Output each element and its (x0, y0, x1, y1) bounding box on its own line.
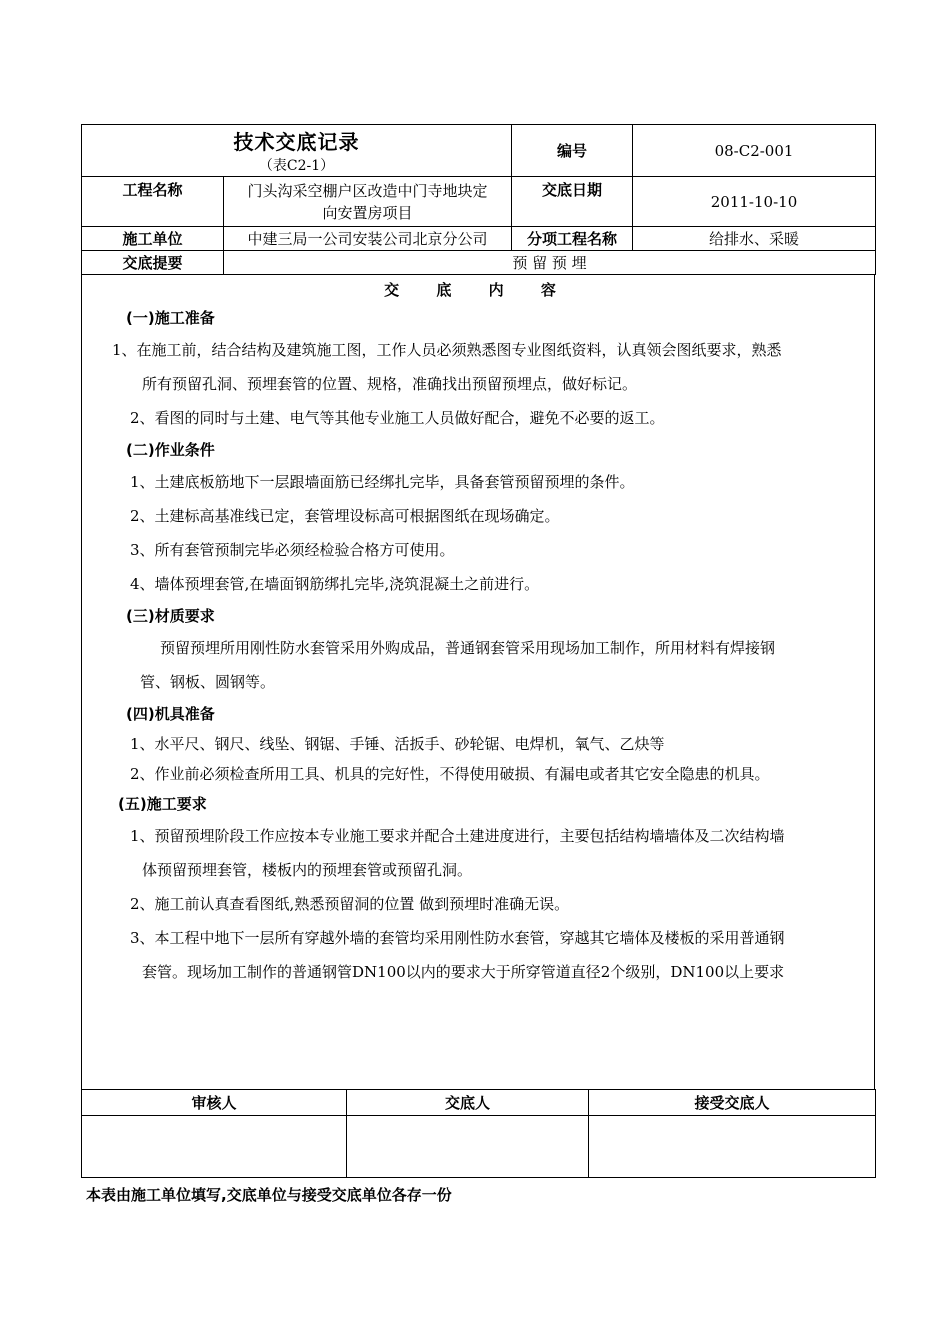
project-value-line1: 门头沟采空棚户区改造中门寺地块定 (247, 181, 488, 200)
subproject-label: 分项工程名称 (512, 227, 633, 251)
paragraph: 3、所有套管预制完毕必须经检验合格方可使用。 (130, 541, 455, 559)
paragraph: 所有预留孔洞、预埋套管的位置、规格，准确找出预留预埋点，做好标记。 (142, 375, 638, 393)
footer-note: 本表由施工单位填写,交底单位与接受交底单位各存一份 (86, 1186, 452, 1204)
presenter-signature-field[interactable] (347, 1116, 589, 1178)
section-heading-2: (二)作业条件 (126, 441, 215, 459)
paragraph: 3、本工程中地下一层所有穿越外墙的套管均采用刚性防水套管，穿越其它墙体及楼板的采用普通钢 (130, 929, 785, 947)
paragraph: 4、墙体预埋套管,在墙面钢筋绑扎完毕,浇筑混凝土之前进行。 (130, 575, 540, 593)
reviewer-signature-field[interactable] (82, 1116, 347, 1178)
signature-table (81, 1089, 876, 1178)
presenter-label: 交底人 (347, 1090, 589, 1116)
paragraph: 2、作业前必须检查所用工具、机具的完好性，不得使用破损、有漏电或者其它安全隐患的机具。 (130, 765, 770, 783)
paragraph: 1、在施工前，结合结构及建筑施工图，工作人员必须熟悉图专业图纸资料，认真领会图纸要求，熟悉 (112, 341, 782, 359)
date-label: 交底日期 (512, 177, 633, 227)
title-cell (82, 125, 512, 177)
reviewer-label: 审核人 (82, 1090, 347, 1116)
subproject-value: 给排水、采暖 (633, 227, 876, 251)
paragraph: 管、钢板、圆钢等。 (140, 673, 276, 691)
paragraph: 套管。现场加工制作的普通钢管DN100以内的要求大于所穿管道直径2个级别，DN100以上要求 (142, 963, 785, 981)
form-code: （表C2-1） (258, 158, 335, 174)
number-label: 编号 (512, 125, 633, 177)
section-heading-3: (三)材质要求 (126, 607, 215, 625)
summary-label: 交底提要 (82, 251, 224, 275)
date-value: 2011-10-10 (633, 177, 876, 227)
content-title: 交 底 内 容 (384, 281, 572, 299)
project-value-line2: 向安置房项目 (322, 203, 413, 222)
unit-value: 中建三局一公司安装公司北京分公司 (224, 227, 512, 251)
paragraph: 预留预埋所用刚性防水套管采用外购成品，普通钢套管采用现场加工制作，所用材料有焊接钢 (160, 639, 776, 657)
project-value (224, 177, 512, 227)
receiver-label: 接受交底人 (589, 1090, 876, 1116)
summary-value: 预 留 预 埋 (224, 251, 876, 275)
paragraph: 2、土建标高基准线已定，套管埋设标高可根据图纸在现场确定。 (130, 507, 560, 525)
unit-label: 施工单位 (82, 227, 224, 251)
section-heading-4: (四)机具准备 (126, 705, 215, 723)
paragraph: 2、施工前认真查看图纸,熟悉预留洞的位置 做到预埋时准确无误。 (130, 895, 570, 913)
section-heading-1: (一)施工准备 (126, 309, 215, 327)
paragraph: 2、看图的同时与土建、电气等其他专业施工人员做好配合，避免不必要的返工。 (130, 409, 665, 427)
receiver-signature-field[interactable] (589, 1116, 876, 1178)
paragraph: 1、预留预埋阶段工作应按本专业施工要求并配合土建进度进行，主要包括结构墙墙体及二次结构墙 (130, 827, 785, 845)
paragraph: 1、水平尺、钢尺、线坠、钢锯、手锤、活扳手、砂轮锯、电焊机，氧气、乙炔等 (130, 735, 665, 753)
record-form (81, 124, 875, 1178)
number-value: 08-C2-001 (633, 125, 876, 177)
page-title: 技术交底记录 (233, 130, 360, 154)
paragraph: 体预留预埋套管，楼板内的预埋套管或预留孔洞。 (142, 861, 473, 879)
paragraph: 1、土建底板筋地下一层跟墙面筋已经绑扎完毕，具备套管预留预埋的条件。 (130, 473, 635, 491)
project-label: 工程名称 (82, 177, 224, 227)
content-area (81, 275, 875, 1089)
header-table (81, 124, 876, 275)
section-heading-5: (五)施工要求 (118, 795, 207, 813)
